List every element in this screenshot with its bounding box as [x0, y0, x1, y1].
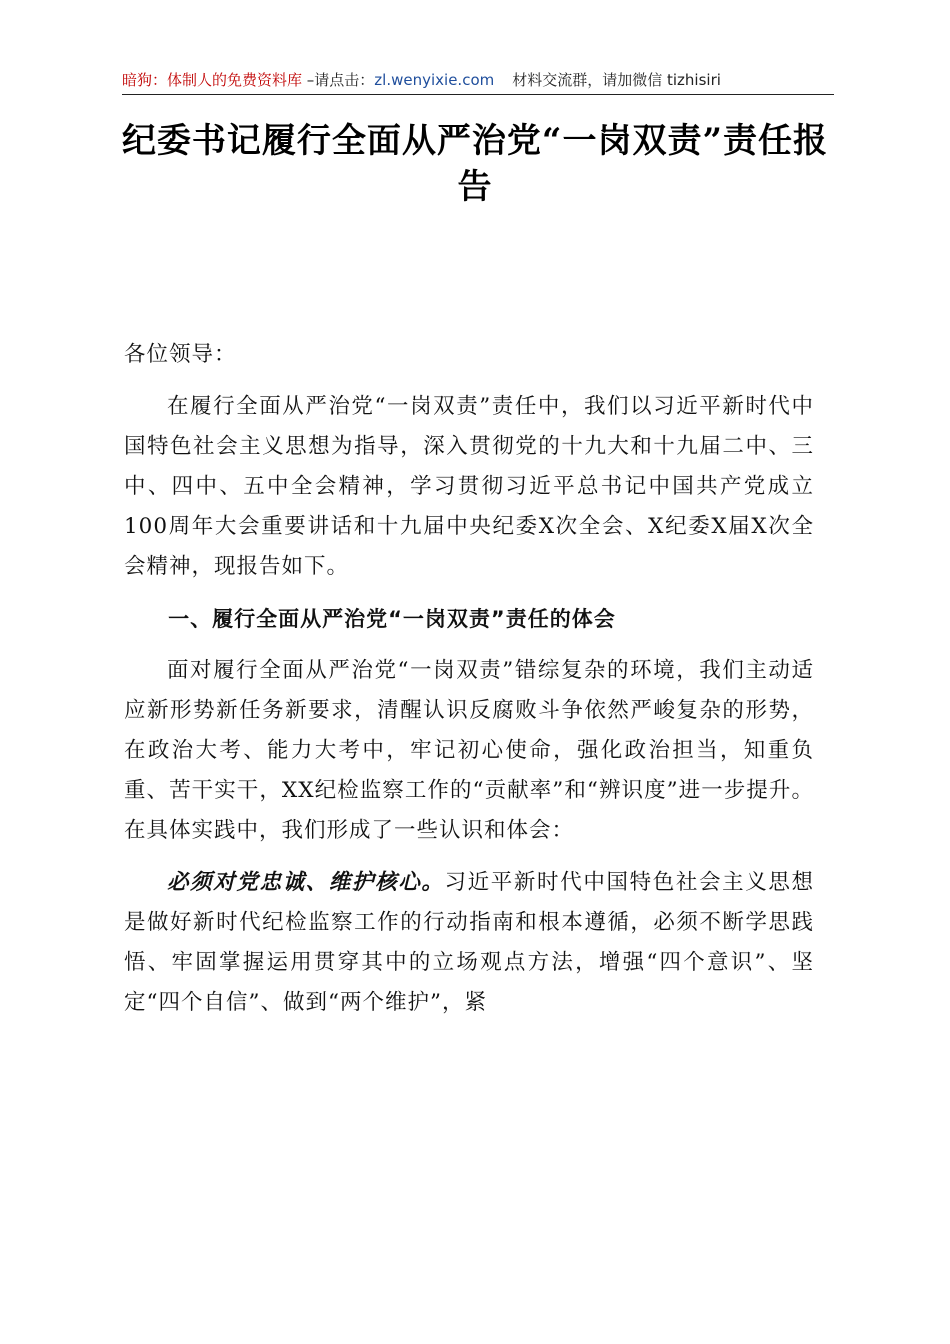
- header-click-prompt: –请点击：: [302, 71, 375, 89]
- salutation: 各位领导：: [124, 342, 237, 367]
- point-lead-sentence: 必须对党忠诚、维护核心。: [167, 870, 445, 895]
- document-body: [124, 335, 814, 1023]
- document-title: 纪委书记履行全面从严治党“一岗双责”责任报告: [121, 121, 829, 207]
- header-wechat-note: 材料交流群，请加微信 tizhisiri: [512, 71, 721, 89]
- header-site-name: 暗狗：体制人的免费资料库: [122, 71, 303, 89]
- point-body-text: 习近平新时代中国特色社会主义思想是做好新时代纪检监察工作的行动指南和根本遵循，必须不断学思践悟、牢固掌握运用贯穿其中的立场观点方法，增强“四个意识”、坚定“四个自信”、做到“两个维护”，紧: [124, 870, 814, 1015]
- intro-paragraph: 在履行全面从严治党“一岗双责”责任中，我们以习近平新时代中国特色社会主义思想为指导，深入贯彻党的十九大和十九届二中、三中、四中、五中全会精神，学习贯彻习近平总书记中国共产党成立100周年大会重要讲话和十九届中央纪委X次全会、X纪委X届X次全会精神，现报告如下。: [124, 394, 814, 579]
- point-paragraph: [124, 863, 814, 1023]
- header-url-link[interactable]: zl.wenyixie.com: [374, 71, 495, 89]
- section-paragraph: 面对履行全面从严治党“一岗双责”错综复杂的环境，我们主动适应新形势新任务新要求，清醒认识反腐败斗争依然严峻复杂的形势，在政治大考、能力大考中，牢记初心使命，强化政治担当，知重负重、苦干实干，XX纪检监察工作的“贡献率”和“辨识度”进一步提升。在具体实践中，我们形成了一些认识和体会：: [124, 658, 814, 843]
- page-header: [122, 66, 834, 95]
- section-heading: 一、履行全面从严治党“一岗双责”责任的体会: [168, 607, 616, 631]
